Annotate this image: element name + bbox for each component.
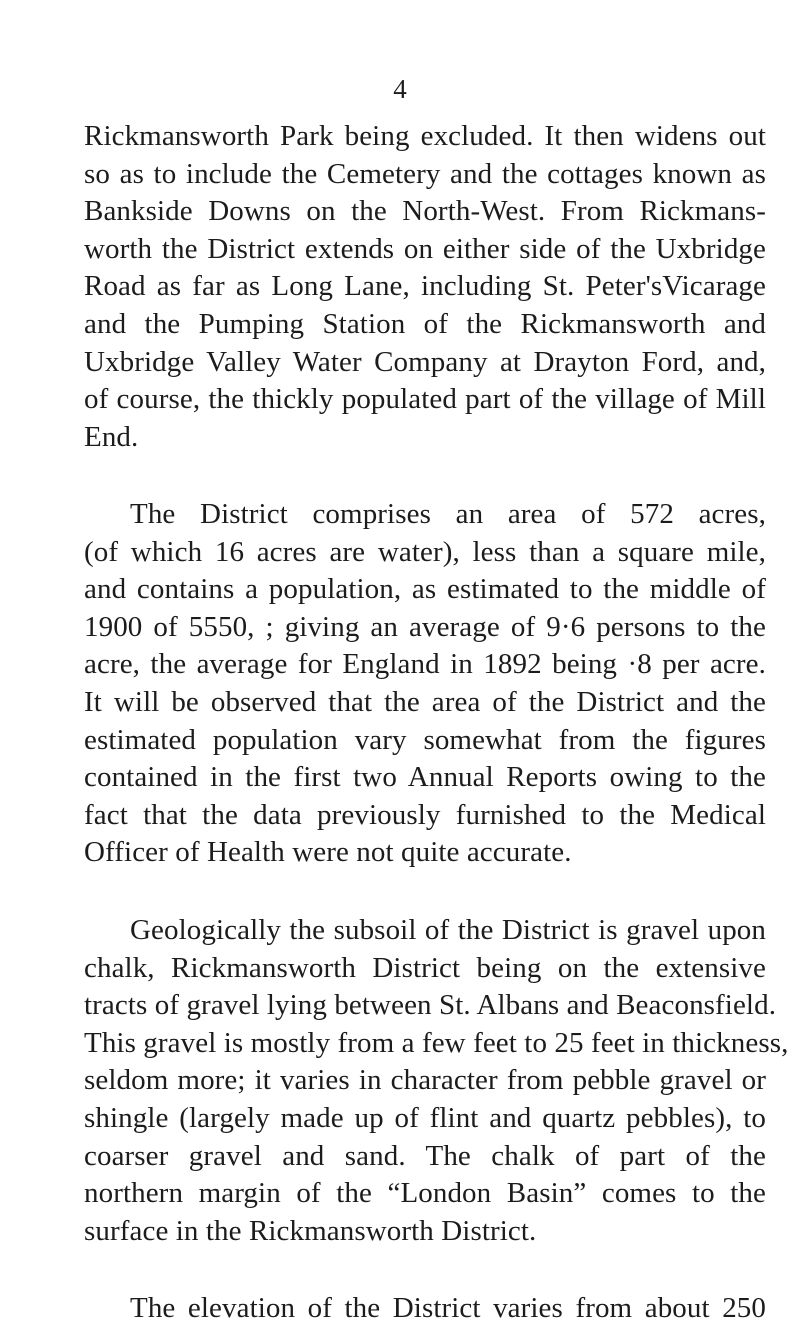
page-number: 4 bbox=[393, 74, 407, 104]
text-line: 1900 of 5550, ; giving an average of 9·6 persons to the bbox=[84, 610, 766, 643]
text-line: End. bbox=[84, 420, 139, 453]
text-line: fact that the data previously furnished to the Medical bbox=[84, 798, 766, 831]
text-line: northern margin of the “London Basin” comes to the bbox=[84, 1177, 766, 1210]
text-line: contained in the first two Annual Reports owing to the bbox=[84, 761, 766, 794]
text-line: so as to include the Cemetery and the cottages known as bbox=[84, 157, 766, 190]
text-line: Bankside Downs on the North-West. From Rickmans- bbox=[84, 195, 766, 228]
text-line: Road as far as Long Lane, including St. Peter'sVicarage bbox=[84, 270, 766, 303]
text-line: The elevation of the District varies from about 250 bbox=[130, 1292, 766, 1324]
text-line: of course, the thickly populated part of the village of Mill bbox=[84, 383, 766, 416]
text-line: It will be observed that the area of the District and the bbox=[84, 685, 766, 718]
paragraph-geology bbox=[84, 912, 789, 1250]
text-line: coarser gravel and sand. The chalk of part of the bbox=[84, 1139, 766, 1172]
text-line: and the Pumping Station of the Rickmansworth and bbox=[84, 307, 766, 340]
text-line: This gravel is mostly from a few feet to 25 feet in thickness, bbox=[84, 1026, 789, 1059]
text-line: acre, the average for England in 1892 being ·8 per acre. bbox=[84, 648, 766, 681]
text-line: and contains a population, as estimated to the middle of bbox=[84, 573, 766, 606]
text-line: Rickmansworth Park being excluded. It then widens out bbox=[84, 120, 766, 152]
text-line: Officer of Health were not quite accurate. bbox=[84, 836, 572, 869]
text-line: shingle (largely made up of flint and quartz pebbles), to bbox=[84, 1101, 766, 1134]
text-line: chalk, Rickmansworth District being on the extensive bbox=[84, 951, 766, 984]
text-line: (of which 16 acres are water), less than a square mile, bbox=[84, 535, 766, 568]
text-line: seldom more; it varies in character from pebble gravel or bbox=[84, 1064, 766, 1097]
text-line: estimated population vary somewhat from the figures bbox=[84, 723, 766, 756]
text-line: tracts of gravel lying between St. Albans and Beaconsfield. bbox=[84, 989, 777, 1022]
paragraph-elevation bbox=[84, 1290, 766, 1328]
paragraph-district-boundaries bbox=[84, 118, 766, 456]
text-line: The District comprises an area of 572 acres, bbox=[130, 498, 766, 530]
text-line: worth the District extends on either side of the Uxbridge bbox=[84, 232, 766, 265]
text-line: Uxbridge Valley Water Company at Drayton Ford, and, bbox=[84, 345, 766, 378]
text-line: Geologically the subsoil of the District is gravel upon bbox=[130, 914, 766, 946]
text-line: surface in the Rickmansworth District. bbox=[84, 1214, 537, 1247]
paragraph-area-population bbox=[84, 496, 766, 872]
